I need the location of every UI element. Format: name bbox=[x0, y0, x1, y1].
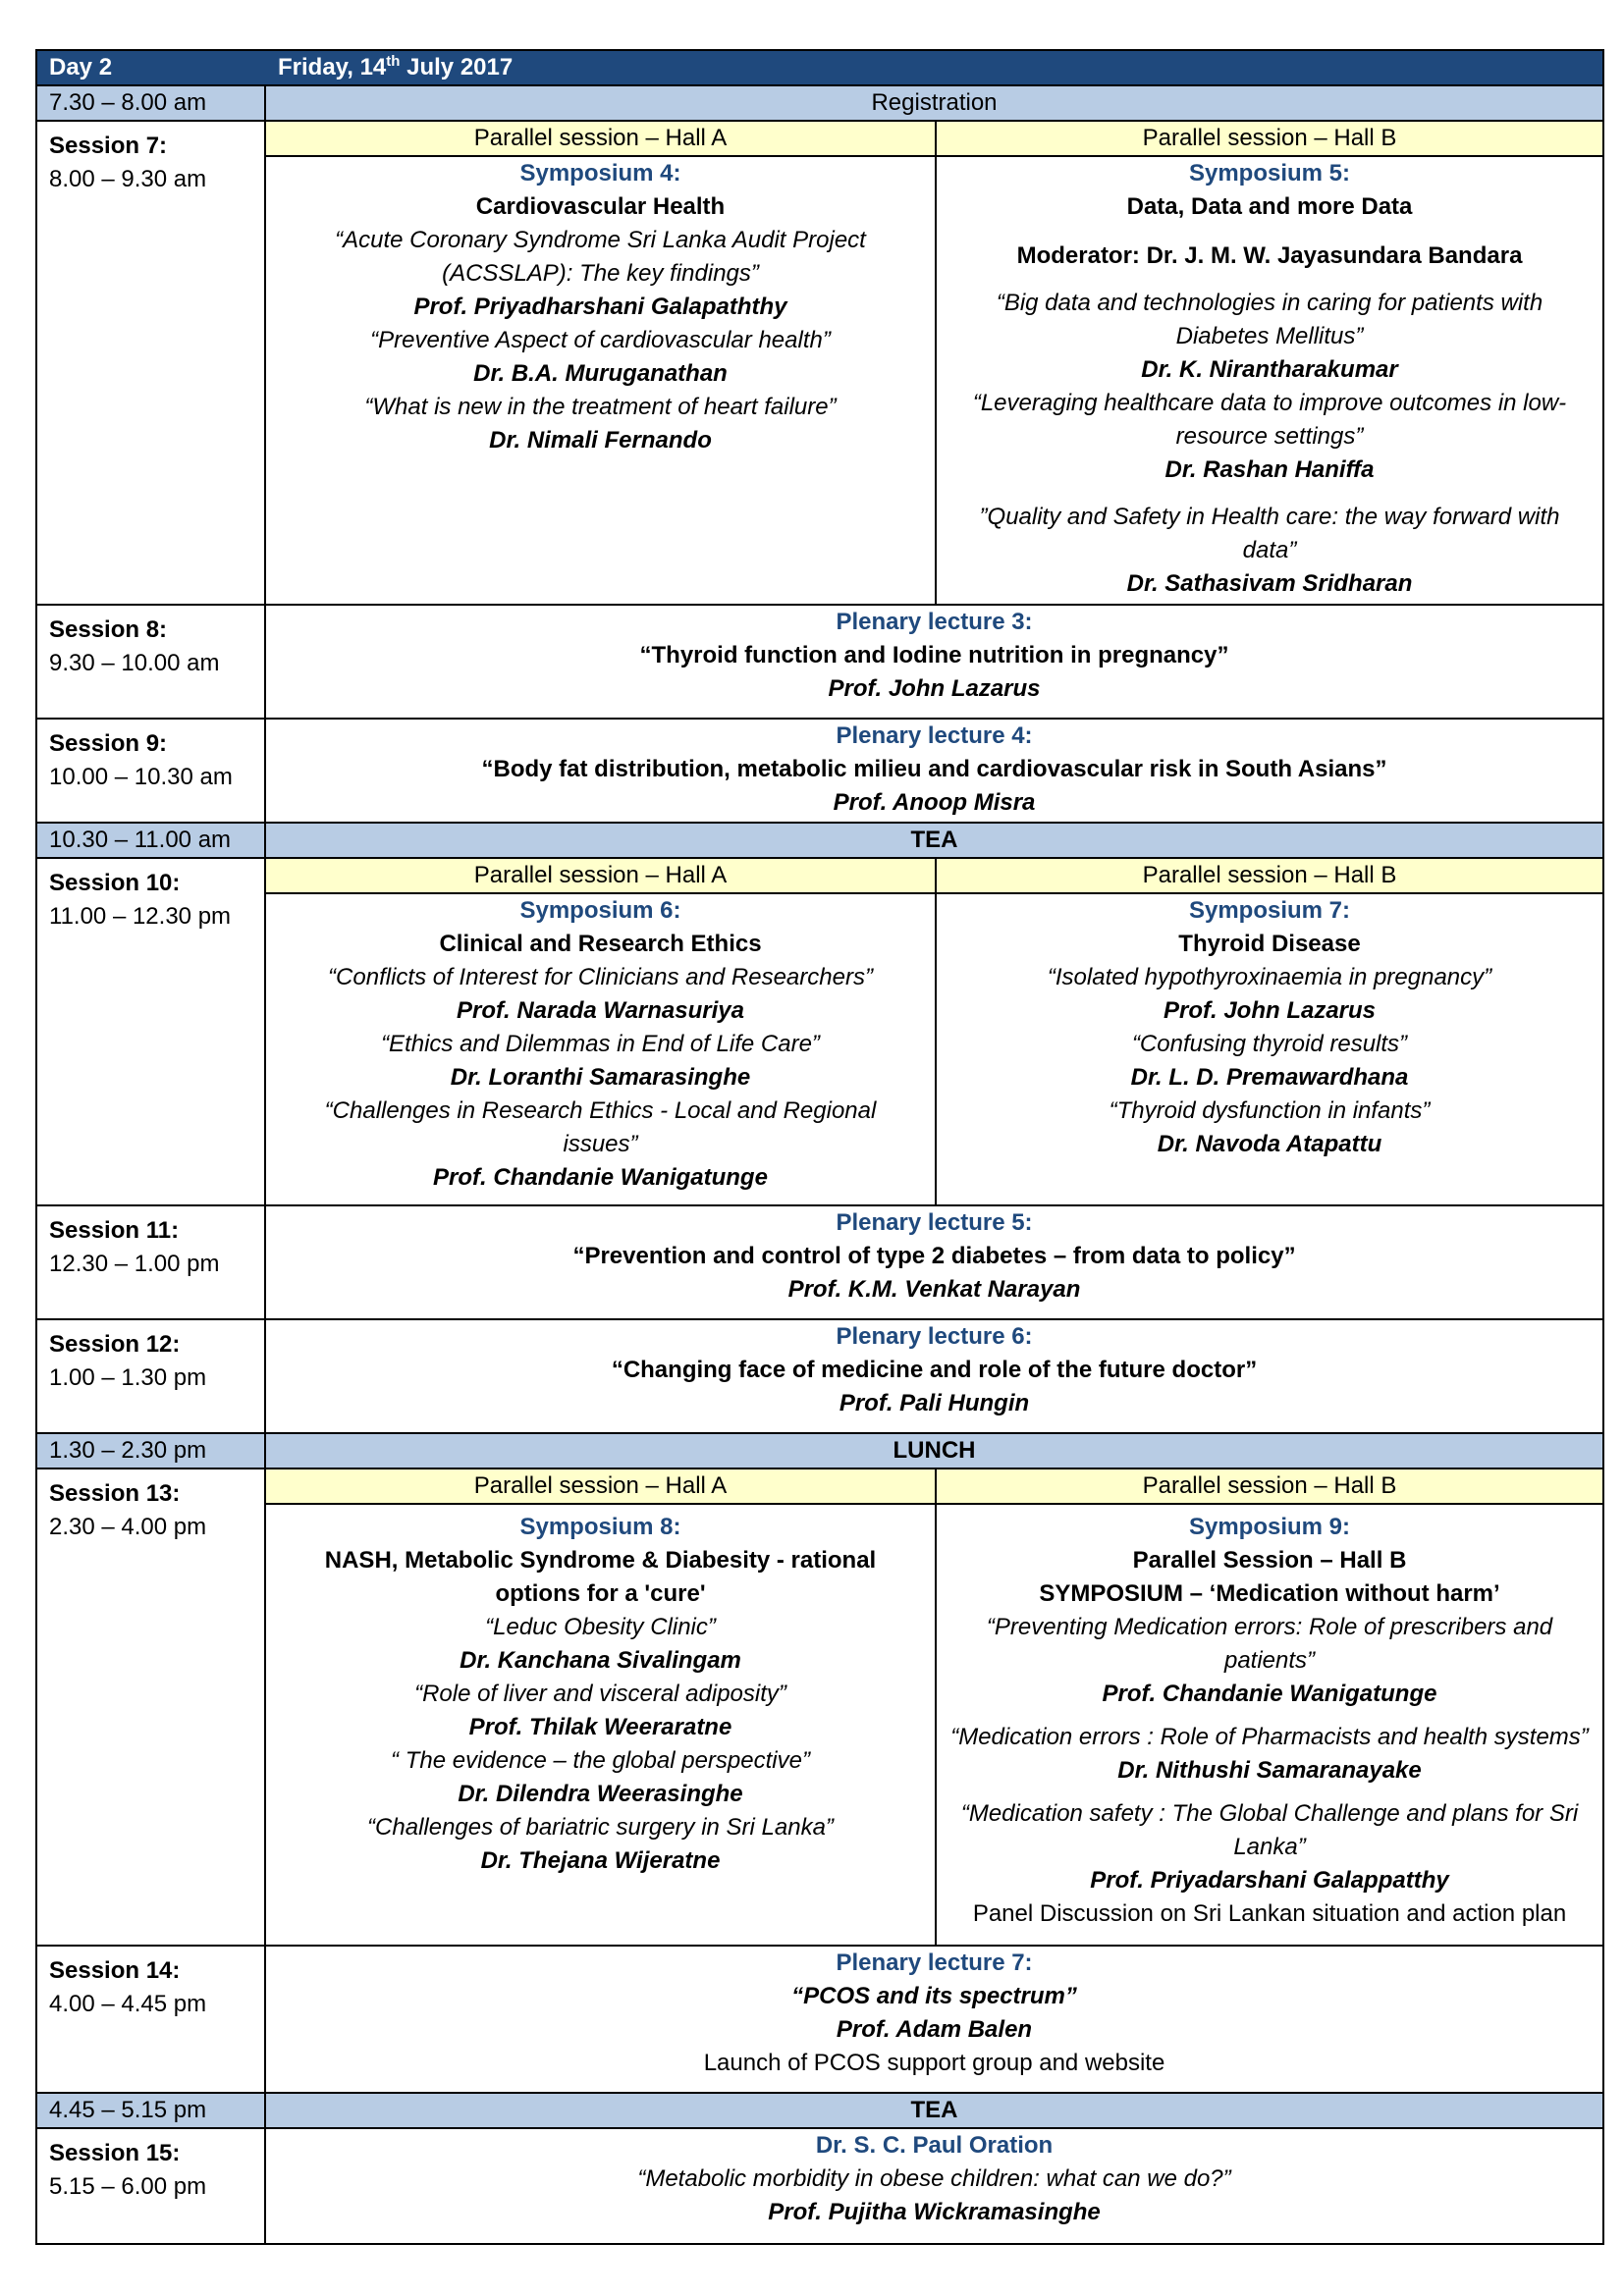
session-9-label bbox=[36, 719, 265, 823]
symposium-title: NASH, Metabolic Syndrome & Diabesity - rational options for a 'cure' bbox=[324, 1547, 877, 1607]
session-name: Session 13: bbox=[49, 1480, 181, 1507]
speaker-name: Dr. Thejana Wijeratne bbox=[480, 1847, 721, 1874]
session-14-row bbox=[36, 1946, 1603, 2093]
talk-title: “Thyroid dysfunction in infants” bbox=[1109, 1097, 1431, 1124]
speaker-name: Dr. K. Nirantharakumar bbox=[1141, 356, 1398, 383]
date-suffix: th bbox=[386, 53, 401, 70]
talk-title: “Medication errors : Role of Pharmacists and health systems” bbox=[950, 1724, 1589, 1750]
symposium-subtitle: SYMPOSIUM – ‘Medication without harm’ bbox=[1039, 1580, 1500, 1607]
symposium-label: Symposium 6: bbox=[519, 897, 681, 924]
speaker-name: Dr. Loranthi Samarasinghe bbox=[450, 1064, 751, 1091]
tea-time: 10.30 – 11.00 am bbox=[36, 823, 265, 858]
tea-label: TEA bbox=[265, 823, 1603, 858]
session-13-hall-a bbox=[265, 1468, 936, 1946]
launch-note: Launch of PCOS support group and website bbox=[703, 2050, 1165, 2076]
session-name: Session 9: bbox=[49, 730, 168, 757]
session-15-content bbox=[265, 2128, 1603, 2244]
talk-title: “Isolated hypothyroxinaemia in pregnancy” bbox=[1047, 964, 1492, 990]
speaker-name: Prof. Chandanie Wanigatunge bbox=[433, 1164, 768, 1191]
session-13-row bbox=[36, 1468, 1603, 1946]
talk-title: “Challenges of bariatric surgery in Sri Lanka” bbox=[367, 1814, 834, 1841]
lunch-label: LUNCH bbox=[265, 1433, 1603, 1468]
session-13-label bbox=[36, 1468, 265, 1946]
registration-row bbox=[36, 85, 1603, 121]
talk-title: “Challenges in Research Ethics - Local and Regional issues” bbox=[324, 1097, 877, 1157]
session-name: Session 14: bbox=[49, 1957, 181, 1984]
plenary-label: Plenary lecture 3: bbox=[836, 609, 1033, 635]
session-14-content bbox=[265, 1946, 1603, 2093]
symposium-label: Symposium 4: bbox=[519, 160, 681, 187]
session-8-row bbox=[36, 605, 1603, 719]
session-11-label bbox=[36, 1205, 265, 1319]
session-10-row bbox=[36, 858, 1603, 1205]
session-15-label bbox=[36, 2128, 265, 2244]
lecture-title: “PCOS and its spectrum” bbox=[791, 1983, 1077, 2009]
day-header-row bbox=[36, 50, 1603, 85]
session-7-row bbox=[36, 121, 1603, 605]
speaker-name: Dr. L. D. Premawardhana bbox=[1130, 1064, 1409, 1091]
symposium-label: Symposium 8: bbox=[519, 1514, 681, 1540]
session-7-hall-b bbox=[936, 121, 1603, 605]
session-time: 12.30 – 1.00 pm bbox=[49, 1251, 220, 1277]
day-label: Day 2 bbox=[49, 54, 113, 80]
oration-label: Dr. S. C. Paul Oration bbox=[815, 2132, 1054, 2159]
session-name: Session 11: bbox=[49, 1217, 180, 1244]
session-10-hall-b bbox=[936, 858, 1603, 1205]
talk-title: “Acute Coronary Syndrome Sri Lanka Audit Project (ACSSLAP): The key findings” bbox=[335, 227, 866, 287]
session-time: 11.00 – 12.30 pm bbox=[49, 903, 232, 930]
talk-title: “Leveraging healthcare data to improve outcomes in low-resource settings” bbox=[972, 390, 1567, 450]
session-10-hall-a bbox=[265, 858, 936, 1205]
lecture-title: “Metabolic morbidity in obese children: what can we do?” bbox=[637, 2165, 1231, 2192]
session-time: 5.15 – 6.00 pm bbox=[49, 2173, 207, 2200]
speaker-name: Dr. Navoda Atapattu bbox=[1157, 1131, 1382, 1157]
speaker-name: Prof. John Lazarus bbox=[828, 675, 1041, 702]
symposium-label: Symposium 9: bbox=[1188, 1514, 1351, 1540]
speaker-name: Dr. Nithushi Samaranayake bbox=[1117, 1757, 1422, 1784]
talk-title: “What is new in the treatment of heart failure” bbox=[364, 394, 837, 420]
symposium-title: Thyroid Disease bbox=[1178, 931, 1361, 957]
registration-time: 7.30 – 8.00 am bbox=[36, 85, 265, 121]
moderator: Moderator: Dr. J. M. W. Jayasundara Bandara bbox=[1016, 242, 1523, 269]
hall-b-header: Parallel session – Hall B bbox=[937, 1469, 1602, 1505]
lecture-title: “Changing face of medicine and role of the future doctor” bbox=[611, 1357, 1258, 1383]
talk-title: “Big data and technologies in caring for patients with Diabetes Mellitus” bbox=[996, 290, 1543, 349]
talk-title: “ The evidence – the global perspective” bbox=[391, 1747, 810, 1774]
speaker-name: Dr. Nimali Fernando bbox=[489, 427, 712, 454]
hall-b-header: Parallel session – Hall B bbox=[937, 859, 1602, 894]
hall-a-header: Parallel session – Hall A bbox=[266, 859, 935, 894]
lunch-row bbox=[36, 1433, 1603, 1468]
day-header bbox=[36, 50, 1603, 85]
session-name: Session 12: bbox=[49, 1331, 181, 1358]
speaker-name: Dr. B.A. Muruganathan bbox=[473, 360, 728, 387]
tea-break-row bbox=[36, 2093, 1603, 2128]
speaker-name: Prof. K.M. Venkat Narayan bbox=[787, 1276, 1081, 1303]
panel-discussion: Panel Discussion on Sri Lankan situation and action plan bbox=[972, 1900, 1567, 1927]
talk-title: “Confusing thyroid results” bbox=[1131, 1031, 1408, 1057]
speaker-name: Dr. Rashan Haniffa bbox=[1164, 456, 1375, 483]
symposium-title: Cardiovascular Health bbox=[475, 193, 726, 220]
session-15-row bbox=[36, 2128, 1603, 2244]
session-8-label bbox=[36, 605, 265, 719]
session-10-label bbox=[36, 858, 265, 1205]
speaker-name: Prof. Pali Hungin bbox=[839, 1390, 1030, 1416]
talk-title: “Leduc Obesity Clinic” bbox=[485, 1614, 716, 1640]
session-14-label bbox=[36, 1946, 265, 2093]
speaker-name: Prof. Pujitha Wickramasinghe bbox=[768, 2199, 1101, 2225]
session-time: 10.00 – 10.30 am bbox=[49, 764, 233, 790]
session-13-hall-b bbox=[936, 1468, 1603, 1946]
session-8-content bbox=[265, 605, 1603, 719]
symposium-label: Symposium 5: bbox=[1188, 160, 1351, 187]
lecture-title: “Thyroid function and Iodine nutrition in pregnancy” bbox=[639, 642, 1229, 668]
tea-time: 4.45 – 5.15 pm bbox=[36, 2093, 265, 2128]
talk-title: ”Quality and Safety in Health care: the way forward with data” bbox=[979, 504, 1560, 563]
talk-title: “Preventing Medication errors: Role of prescribers and patients” bbox=[986, 1614, 1553, 1674]
plenary-label: Plenary lecture 5: bbox=[836, 1209, 1033, 1236]
talk-title: “Role of liver and visceral adiposity” bbox=[414, 1681, 786, 1707]
tea-break-row bbox=[36, 823, 1603, 858]
session-7-hall-a bbox=[265, 121, 936, 605]
lunch-time: 1.30 – 2.30 pm bbox=[36, 1433, 265, 1468]
speaker-name: Prof. Chandanie Wanigatunge bbox=[1102, 1681, 1437, 1707]
session-9-content bbox=[265, 719, 1603, 823]
speaker-name: Dr. Dilendra Weerasinghe bbox=[458, 1781, 743, 1807]
registration-label: Registration bbox=[265, 85, 1603, 121]
hall-a-header: Parallel session – Hall A bbox=[266, 122, 935, 157]
talk-title: “Ethics and Dilemmas in End of Life Care” bbox=[381, 1031, 820, 1057]
date-month-year: July 2017 bbox=[400, 54, 514, 80]
speaker-name: Prof. Priyadharshani Galapaththy bbox=[413, 294, 787, 320]
speaker-name: Prof. Adam Balen bbox=[836, 2016, 1033, 2043]
session-name: Session 15: bbox=[49, 2140, 181, 2166]
session-name: Session 8: bbox=[49, 616, 168, 643]
session-12-content bbox=[265, 1319, 1603, 1433]
symposium-title: Data, Data and more Data bbox=[1126, 193, 1413, 220]
session-12-label bbox=[36, 1319, 265, 1433]
session-time: 1.00 – 1.30 pm bbox=[49, 1364, 207, 1391]
speaker-name: Prof. Anoop Misra bbox=[833, 789, 1036, 816]
symposium-label: Symposium 7: bbox=[1188, 897, 1351, 924]
session-9-row bbox=[36, 719, 1603, 823]
date-text: Friday, 14 bbox=[278, 54, 387, 80]
day2-schedule-table bbox=[35, 49, 1604, 2245]
date-label bbox=[266, 51, 513, 84]
speaker-name: Prof. Priyadarshani Galappatthy bbox=[1090, 1867, 1449, 1894]
session-time: 8.00 – 9.30 am bbox=[49, 166, 207, 192]
symposium-title: Clinical and Research Ethics bbox=[439, 931, 762, 957]
symposium-title: Parallel Session – Hall B bbox=[1132, 1547, 1407, 1574]
session-11-row bbox=[36, 1205, 1603, 1319]
lecture-title: “Body fat distribution, metabolic milieu and cardiovascular risk in South Asians” bbox=[481, 756, 1387, 782]
tea-label: TEA bbox=[265, 2093, 1603, 2128]
talk-title: “Conflicts of Interest for Clinicians and Researchers” bbox=[328, 964, 873, 990]
session-time: 2.30 – 4.00 pm bbox=[49, 1514, 207, 1540]
talk-title: “Medication safety : The Global Challenge and plans for Sri Lanka” bbox=[960, 1800, 1579, 1860]
speaker-name: Prof. Thilak Weeraratne bbox=[468, 1714, 732, 1740]
plenary-label: Plenary lecture 4: bbox=[836, 722, 1033, 749]
plenary-label: Plenary lecture 7: bbox=[836, 1949, 1033, 1976]
speaker-name: Prof. Narada Warnasuriya bbox=[456, 997, 744, 1024]
session-time: 9.30 – 10.00 am bbox=[49, 650, 220, 676]
lecture-title: “Prevention and control of type 2 diabetes – from data to policy” bbox=[572, 1243, 1296, 1269]
speaker-name: Prof. John Lazarus bbox=[1163, 997, 1377, 1024]
session-12-row bbox=[36, 1319, 1603, 1433]
session-7-label bbox=[36, 121, 265, 605]
session-11-content bbox=[265, 1205, 1603, 1319]
session-time: 4.00 – 4.45 pm bbox=[49, 1991, 207, 2017]
speaker-name: Dr. Sathasivam Sridharan bbox=[1126, 570, 1413, 597]
hall-a-header: Parallel session – Hall A bbox=[266, 1469, 935, 1505]
session-name: Session 7: bbox=[49, 133, 168, 159]
hall-b-header: Parallel session – Hall B bbox=[937, 122, 1602, 157]
speaker-name: Dr. Kanchana Sivalingam bbox=[460, 1647, 741, 1674]
session-name: Session 10: bbox=[49, 870, 181, 896]
talk-title: “Preventive Aspect of cardiovascular health” bbox=[370, 327, 831, 353]
plenary-label: Plenary lecture 6: bbox=[836, 1323, 1033, 1350]
